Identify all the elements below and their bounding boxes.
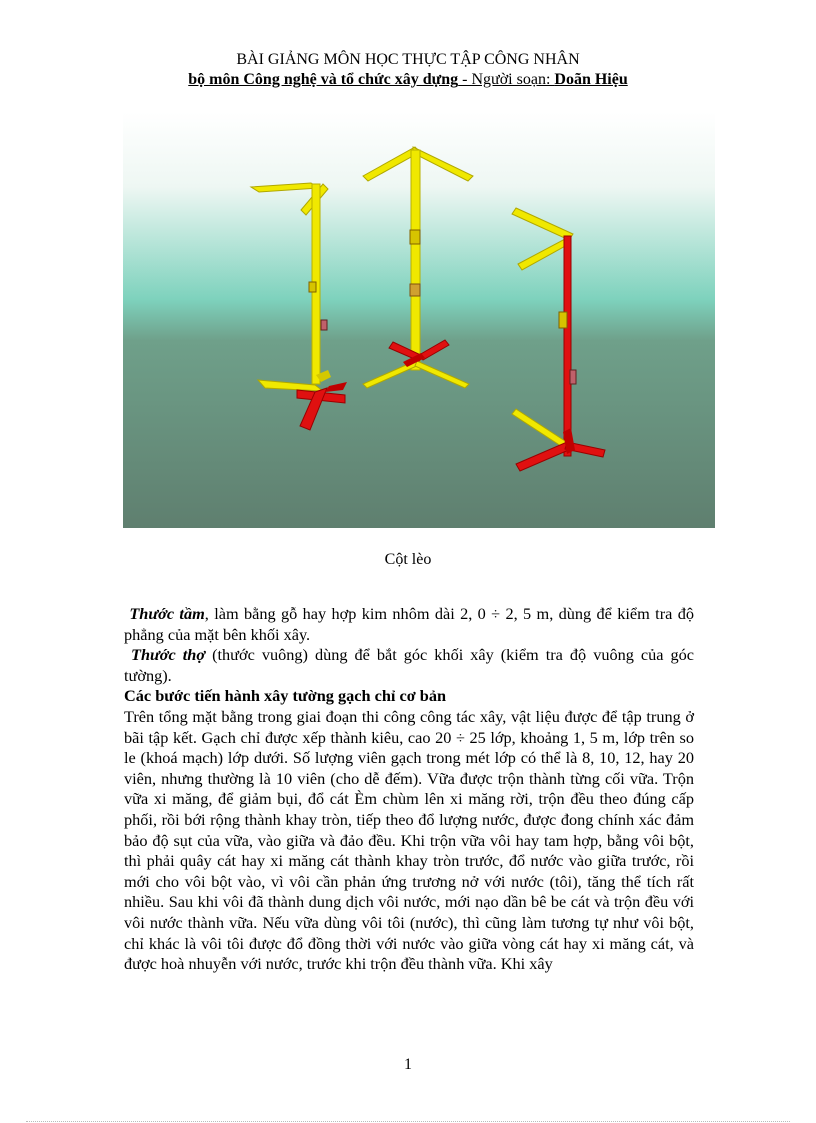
figure-caption: Cột lèo	[384, 551, 432, 568]
body-text	[124, 604, 694, 975]
author-name: Doãn Hiệu	[554, 71, 628, 88]
section-heading: Các bước tiến hành xây tường gạch chỉ cơ bản	[124, 686, 447, 706]
page-bottom-edge	[26, 1121, 790, 1122]
page-number: 1	[404, 1056, 412, 1073]
paragraph-thuoc-tam	[124, 604, 694, 645]
term-thuoc-tam: Thước tầm	[129, 604, 205, 623]
cot-leo-illustration	[123, 112, 715, 528]
course-title: BÀI GIẢNG MÔN HỌC THỰC TẬP CÔNG NHÂN	[236, 51, 580, 68]
thuoc-tho-description: (thước vuông) dùng để bắt góc khối xây (kiểm tra độ vuông của góc tường).	[124, 645, 695, 685]
main-paragraph: Trên tổng mặt bằng trong giai đoạn thi công công tác xây, vật liệu được để tập trung ở bãi tập kết. Gạch chỉ được xếp thành kiêu, cao 20 ÷ 25 lớp, khoảng 1, 5 m, lớp trên so le (khoá mạch) lớp dưới. Số lượng viên gạch trong mét lớp có thể là 8, 10, 12, hay 20 viên, nhưng thường là 10 viên (cho dễ đếm). Vữa được trộn thành từng cối vữa. Trộn vữa xi măng, để giảm bụi, đổ cát Èm chùm lên xi măng rời, trộn đều theo đúng cấp phối, rồi bới rộng thành khay tròn, tiếp theo đổ lượng nước, được đong chính xác đảm bảo độ sụt của vữa, vào giữa và đảo đều. Khi trộn vữa vôi hay tam hợp, bằng vôi bột, thì phải quây cát hay xi măng cát thành khay tròn trước, đổ nước vào giữa trước, rồi mới cho vôi bột vào, vì vôi cần phản ứng trương nở với nước (tôi), tăng thể tích rất nhiều. Sau khi vôi đã thành dung dịch vôi nước, mới nạo dần bê be cát và trộn đều với vôi nước thành vữa. Nếu vữa dùng vôi tôi (nước), thì cũng làm tương tự như vôi bột, chỉ khác là vôi tôi được đổ đồng thời với nước vào giữa vòng cát hay xi măng cát, và được hoà nhuyễn với nước, trước khi trộn đều thành vữa. Khi xây	[124, 706, 694, 974]
thuoc-tam-description: , làm bằng gỗ hay hợp kim nhôm dài 2, 0 ÷ 2, 5 m, dùng để kiểm tra độ phẳng của mặt bên khối xây.	[124, 604, 694, 644]
cot-leo-figure	[123, 112, 715, 528]
document-header	[0, 50, 816, 90]
paragraph-thuoc-tho	[124, 645, 694, 686]
term-thuoc-tho: Thước thợ	[131, 645, 206, 665]
department-line	[0, 70, 816, 90]
department-name: bộ môn Công nghệ và tổ chức xây dựng	[188, 71, 459, 88]
author-label: Người soạn:	[471, 71, 555, 88]
separator: -	[458, 71, 472, 88]
